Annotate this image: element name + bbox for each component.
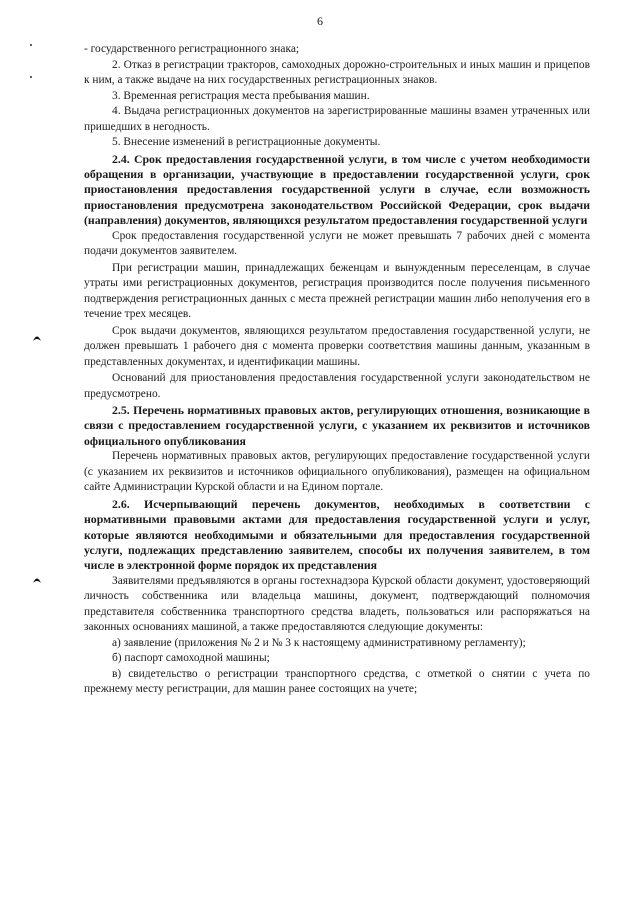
list-item-plate: - государственного регистрационного знака; — [84, 43, 300, 55]
paragraph-issue-term: Срок выдачи документов, являющихся результатом предоставления государственной услуги, не должен превышать 1 рабочего дня с момента проверки соответствия машины данным, указанным в представленных документах, и идентификации машины. — [84, 324, 590, 368]
section-heading-2-6: 2.6. Исчерпывающий перечень документов, необходимых в соответствии с нормативными правовыми актами для предоставления государственной услуги и услуг, которые являются необходимыми и обязательными для предоставления государственной услуги, подлежащих представлению заявителем, способы их получения заявителем, в том числе в электронной форме порядок их представления — [84, 496, 590, 573]
paragraph-service-term: Срок предоставления государственной услуги не может превышать 7 рабочих дней с момента подачи документов заявителем. — [84, 229, 590, 258]
page-number: 6 — [317, 14, 323, 28]
section-heading-2-5: 2.5. Перечень нормативных правовых актов, регулирующих отношения, возникающие в связи с предоставлением государственной услуги, с указанием их реквизитов и источников официального опубликования — [84, 403, 590, 448]
list-item-passport: б) паспорт самоходной машины; — [112, 652, 270, 665]
document-body — [84, 42, 590, 698]
list-item-refusal: 2. Отказ в регистрации тракторов, самоходных дорожно-строительных и иных машин и прицепов к ним, а также выдаче на них государственных регистрационных знаков. — [84, 58, 590, 86]
list-item-application: а) заявление (приложения № 2 и № 3 к настоящему административному регламенту); — [112, 636, 526, 649]
list-item-temporary-registration: 3. Временная регистрация места пребывания машин. — [112, 89, 370, 102]
paragraph-no-suspension: Оснований для приостановления предоставления государственной услуги законодательством не предусмотрено. — [84, 372, 590, 400]
paragraph-legal-acts: Перечень нормативных правовых актов, регулирующих предоставление государственной услуги (с указанием их реквизитов и источников официального опубликования), размещен на официальном сайте Администрации Курской области и на Едином портале. — [84, 450, 590, 494]
section-heading-2-4: 2.4. Срок предоставления государственной услуги, в том числе с учетом необходимости обращения в организации, участвующие в предоставлении государственной услуги, срок приостановления предоставления государственной услуги в случае, если возможность приостановления предусмотрена законодательством Российской Федерации, срок выдачи (направления) документов, являющихся результатом предоставления государственной услуги — [84, 151, 590, 228]
paragraph-refugees: При регистрации машин, принадлежащих беженцам и вынужденным переселенцам, в случае утраты ими регистрационных документов, регистрация производится после получения письменного подтверждения регистрационных данных с места прежней регистрации машин либо неполучения его в течение трех месяцев. — [84, 261, 590, 321]
list-item-document-changes: 5. Внесение изменений в регистрационные документы. — [112, 136, 381, 148]
list-item-certificate: в) свидетельство о регистрации транспортного средства, с отметкой о снятии с учета по прежнему месту регистрации, для машин ранее состоящих на учете; — [84, 667, 590, 696]
scan-dot — [30, 44, 32, 46]
punch-hole-mark-icon — [32, 574, 42, 584]
paragraph-required-documents: Заявителями предъявляются в органы гостехнадзора Курской области документ, удостоверяющий личность собственника или владельца машины, документ, подтверждающий полномочия представителя собственника транспортного средства владеть, пользоваться или распоряжаться на законных основаниях машиной, а также предоставляются следующие документы: — [84, 574, 590, 634]
list-item-document-replacement: 4. Выдача регистрационных документов на зарегистрированные машины взамен утраченных или пришедших в негодность. — [84, 105, 590, 133]
punch-hole-mark-icon — [32, 332, 42, 342]
scan-dot — [30, 76, 32, 78]
